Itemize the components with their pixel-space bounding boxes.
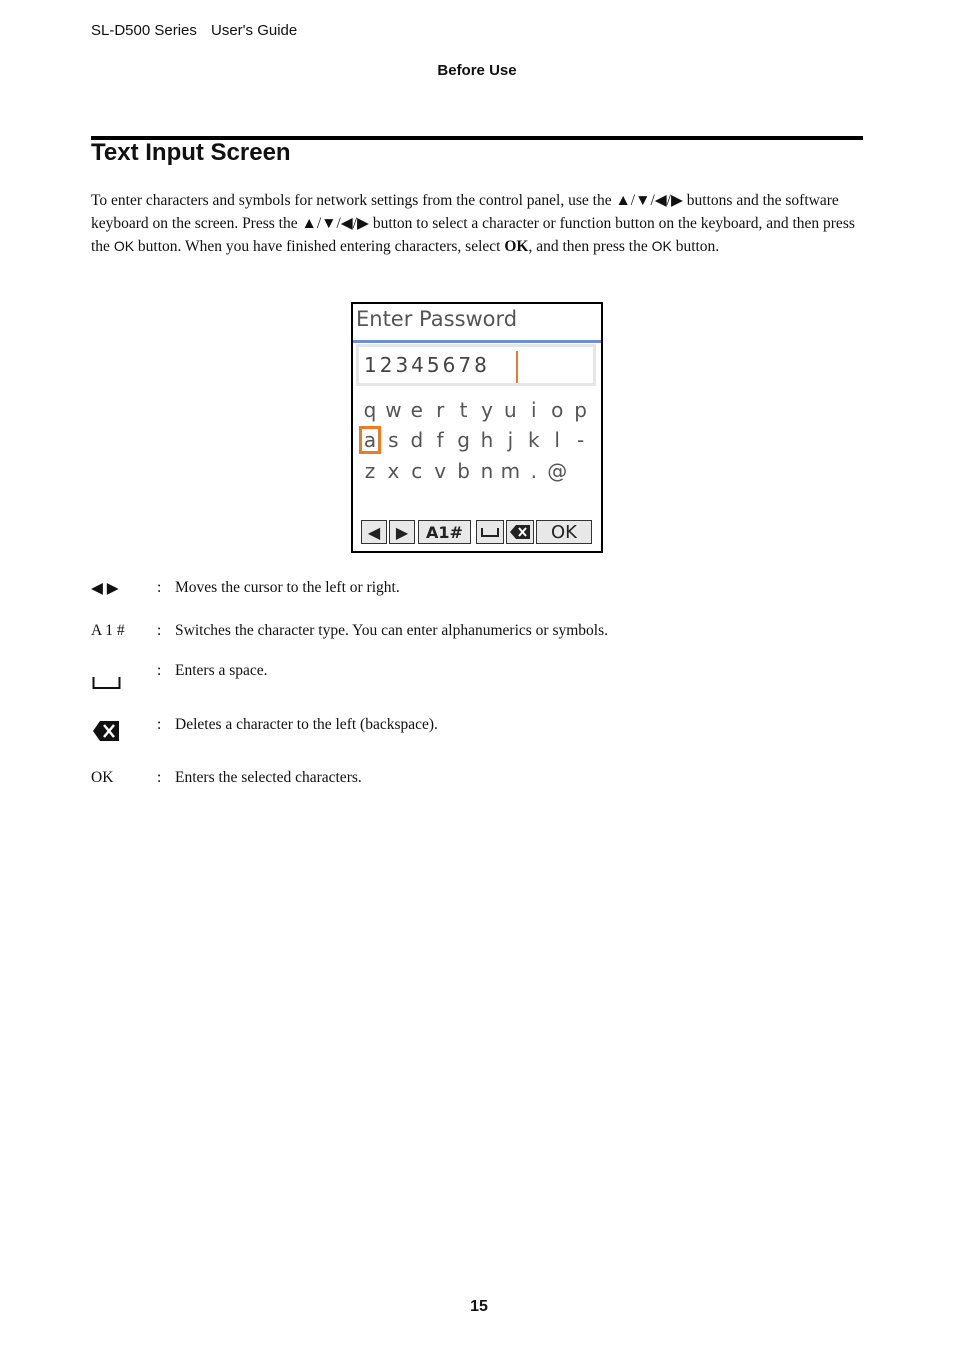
keyboard-key[interactable]: c	[411, 459, 423, 483]
intro-text-6: button.	[675, 238, 720, 255]
space-button[interactable]	[476, 520, 504, 544]
ok-key: OK	[651, 238, 672, 254]
ok-label: OK	[504, 238, 529, 255]
header-guide: User's Guide	[211, 22, 298, 39]
keyboard-key[interactable]: y	[481, 398, 493, 422]
keyboard-key[interactable]: i	[531, 398, 537, 422]
intro-text-1: To enter characters and symbols for network settings from the control panel, use the	[91, 192, 612, 209]
password-field[interactable]	[356, 344, 596, 386]
keyboard-key[interactable]: .	[530, 459, 537, 483]
cursor-left-button[interactable]: ◀	[361, 520, 387, 544]
keyboard-key[interactable]: o	[551, 398, 564, 422]
backspace-icon	[509, 524, 531, 540]
intro-text-3: button to select a character or function button on the keyboard, and then press the	[91, 214, 855, 255]
keyboard-key[interactable]: d	[410, 428, 424, 452]
keyboard-key[interactable]: l	[554, 428, 560, 452]
backspace-icon	[92, 720, 120, 742]
header-series: SL-D500 Series	[91, 22, 197, 39]
keyboard-key[interactable]: z	[364, 459, 376, 483]
keyboard-key[interactable]: k	[528, 428, 540, 452]
legend-colon: :	[157, 716, 162, 733]
keyboard-key[interactable]: b	[457, 459, 470, 483]
legend-desc-cursor: Moves the cursor to the left or right.	[175, 579, 400, 596]
keyboard-key[interactable]: g	[457, 428, 470, 452]
keyboard-key[interactable]: u	[504, 398, 517, 422]
ok-key: OK	[113, 238, 135, 254]
keyboard-key[interactable]: q	[363, 398, 377, 422]
password-field-inner	[359, 347, 593, 383]
page-number: 15	[470, 1298, 488, 1315]
arrow-keys: ▲/▼/◀/▶	[301, 214, 369, 232]
keyboard-key[interactable]: m	[500, 459, 521, 483]
legend-colon: :	[157, 662, 162, 679]
intro-text-4: button. When you have finished entering characters, select	[137, 238, 501, 255]
legend-desc-ok: Enters the selected characters.	[175, 769, 362, 786]
char-type-button[interactable]: A1#	[418, 520, 471, 544]
title-separator	[353, 340, 601, 343]
keyboard-key[interactable]: r	[436, 398, 445, 422]
space-icon	[92, 676, 122, 690]
text-input-screen	[351, 302, 603, 553]
keyboard-key[interactable]: a	[359, 426, 381, 454]
password-value: 12345678	[364, 353, 490, 377]
legend-desc-backspace: Deletes a character to the left (backspace).	[175, 716, 438, 733]
keyboard-key[interactable]: j	[507, 428, 514, 452]
keyboard-key[interactable]: x	[387, 459, 400, 483]
text-cursor	[516, 351, 518, 383]
legend-desc-char-type: Switches the character type. You can enter alphanumerics or symbols.	[175, 622, 609, 639]
keyboard-key[interactable]: t	[459, 398, 468, 422]
keyboard-key[interactable]: -	[576, 428, 585, 452]
legend-colon: :	[157, 769, 162, 786]
keyboard-key[interactable]: e	[410, 398, 423, 422]
keyboard-key[interactable]: w	[385, 398, 402, 422]
keyboard-key[interactable]: h	[480, 428, 494, 452]
legend-colon: :	[157, 622, 162, 639]
keyboard-key[interactable]: p	[574, 398, 587, 422]
legend-desc-space: Enters a space.	[175, 662, 268, 679]
keyboard-key[interactable]: v	[434, 459, 447, 483]
ok-button[interactable]: OK	[536, 520, 592, 544]
keyboard-key[interactable]: @	[547, 459, 568, 483]
intro-text-5: , and then press the	[528, 238, 648, 255]
keyboard-key[interactable]: s	[388, 428, 399, 452]
space-icon	[480, 526, 500, 538]
page-title: Text Input Screen	[91, 139, 291, 166]
keyboard-key[interactable]: n	[480, 459, 494, 483]
keyboard-key[interactable]: f	[436, 428, 444, 452]
cursor-right-button[interactable]: ▶	[389, 520, 415, 544]
legend-colon: :	[157, 579, 162, 596]
intro-paragraph	[91, 190, 861, 259]
ok-symbol: OK	[91, 769, 114, 786]
header-section: Before Use	[437, 62, 517, 79]
screen-title: Enter Password	[356, 307, 518, 331]
arrow-keys: ▲/▼/◀/▶	[615, 192, 683, 209]
cursor-arrows-symbol: ◀ ▶	[91, 580, 119, 597]
intro-text-2: buttons and the software keyboard on the screen. Press the	[91, 192, 839, 232]
backspace-button[interactable]	[506, 520, 534, 544]
char-type-symbol: A 1 #	[91, 622, 125, 639]
